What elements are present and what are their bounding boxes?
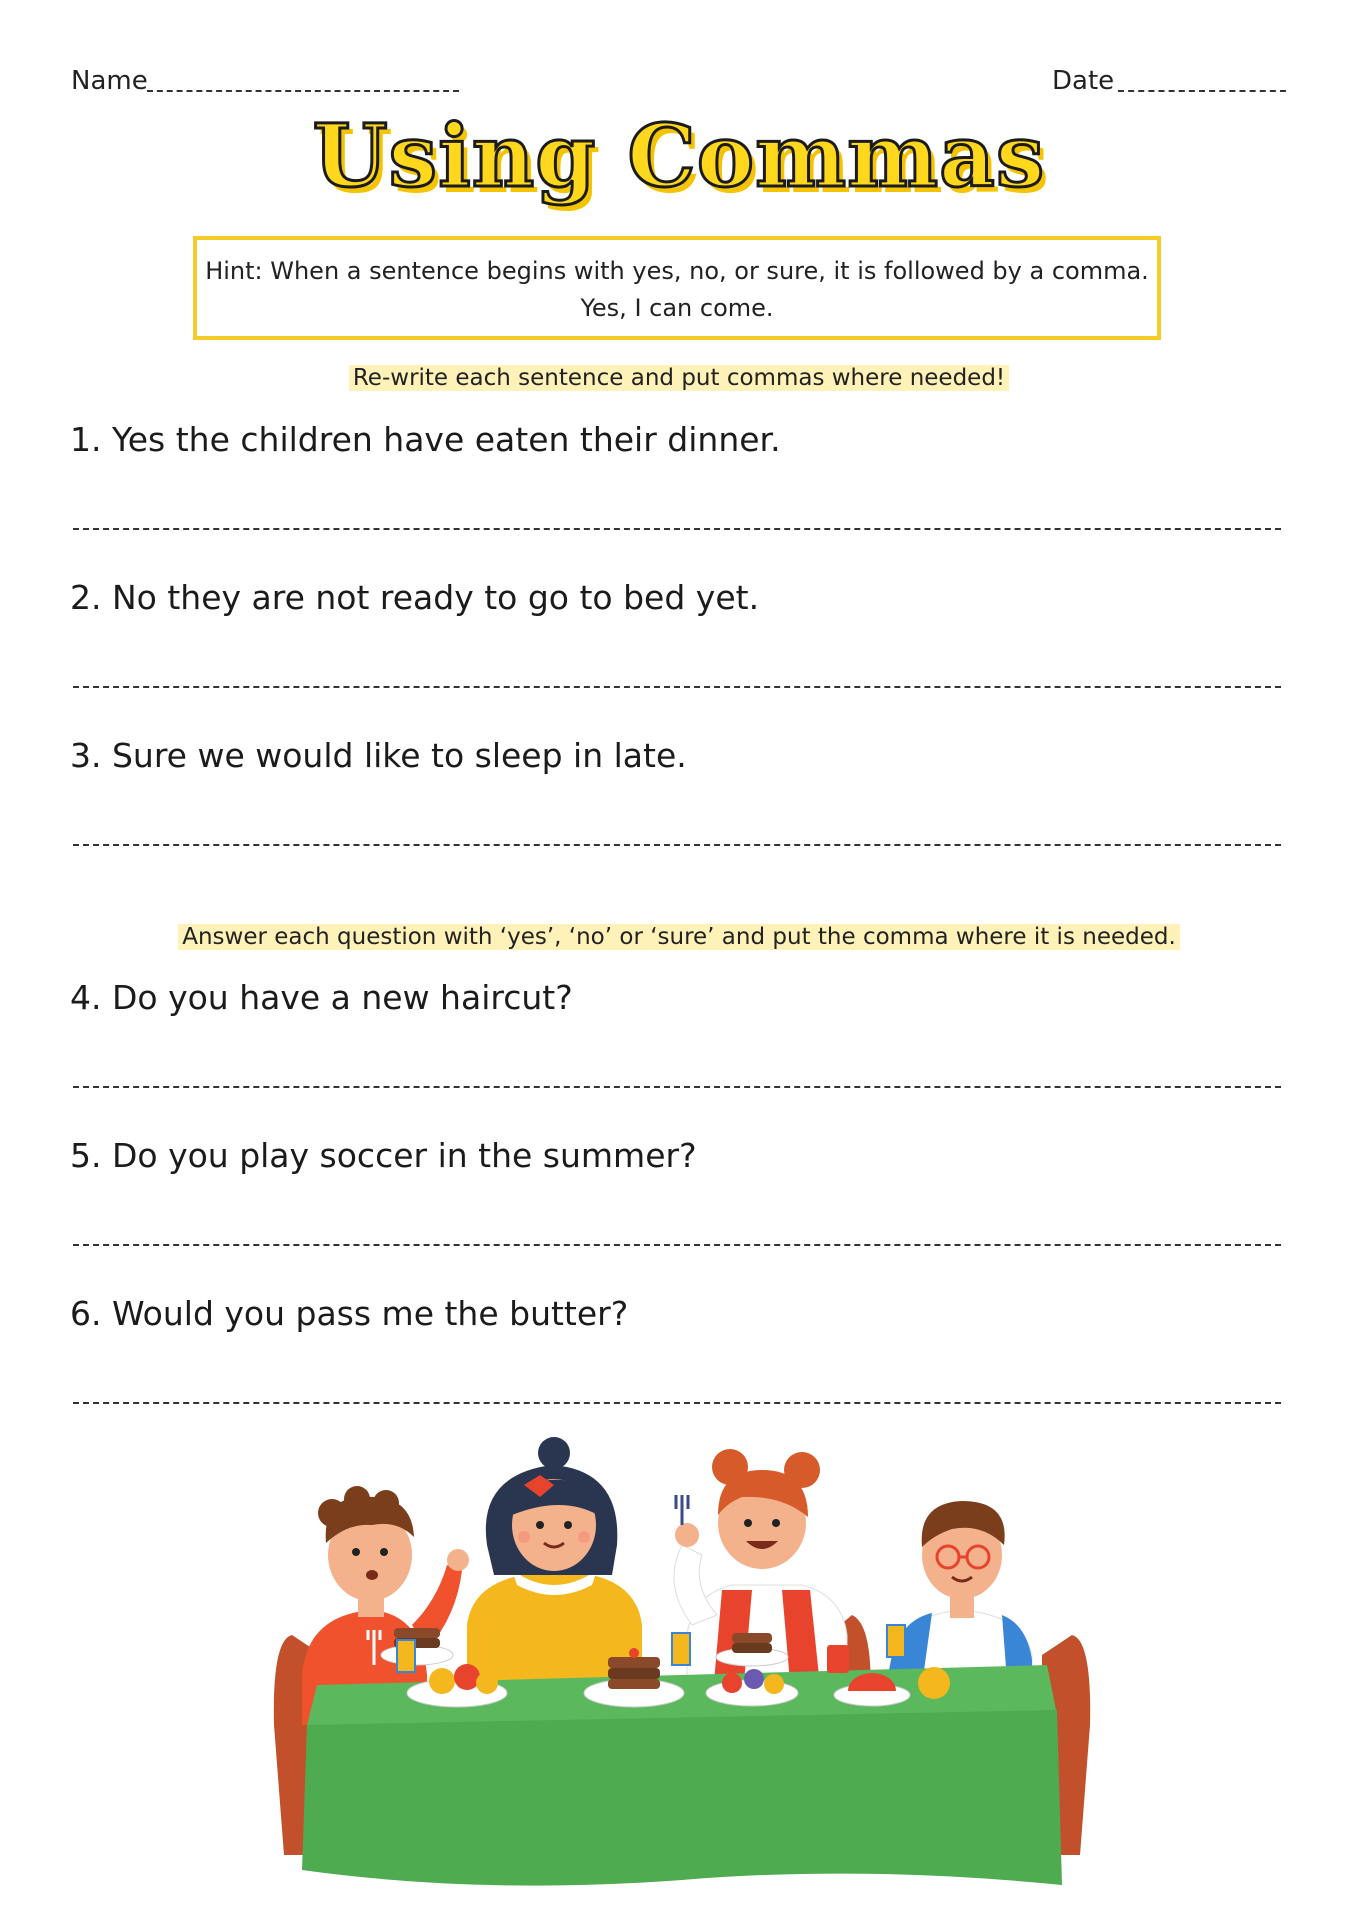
answer-line-5[interactable] (73, 1244, 1281, 1246)
hint-box (193, 236, 1161, 340)
question-4: 4. Do you have a new haircut? (70, 978, 573, 1017)
question-6: 6. Would you pass me the butter? (70, 1294, 629, 1333)
answer-line-2[interactable] (73, 686, 1281, 688)
answer-line-4[interactable] (73, 1086, 1281, 1088)
question-3: 3. Sure we would like to sleep in late. (70, 736, 687, 775)
child-third (674, 1449, 847, 1705)
date-label: Date (1052, 66, 1115, 96)
question-2: 2. No they are not ready to go to bed yet. (70, 578, 760, 617)
dinner-table-illustration (262, 1425, 1102, 1895)
answer-line-6[interactable] (73, 1402, 1281, 1404)
section2-instruction: Answer each question with ‘yes’, ‘no’ or ‘sure’ and put the comma where it is needed. (178, 924, 1180, 950)
name-label: Name (71, 66, 148, 96)
date-input-line[interactable] (1118, 90, 1286, 92)
question-5: 5. Do you play soccer in the summer? (70, 1136, 697, 1175)
question-1: 1. Yes the children have eaten their dinner. (70, 420, 781, 459)
answer-line-3[interactable] (73, 844, 1281, 846)
table-cloth (302, 1710, 1062, 1886)
hint-line-1: Hint: When a sentence begins with yes, no, or sure, it is followed by a comma. (205, 257, 1149, 285)
page-title: Using Commas (312, 106, 1046, 207)
section1-instruction: Re-write each sentence and put commas where needed! (349, 365, 1009, 391)
answer-line-1[interactable] (73, 528, 1281, 530)
name-input-line[interactable] (147, 90, 459, 92)
hint-line-2: Yes, I can come. (580, 294, 774, 322)
